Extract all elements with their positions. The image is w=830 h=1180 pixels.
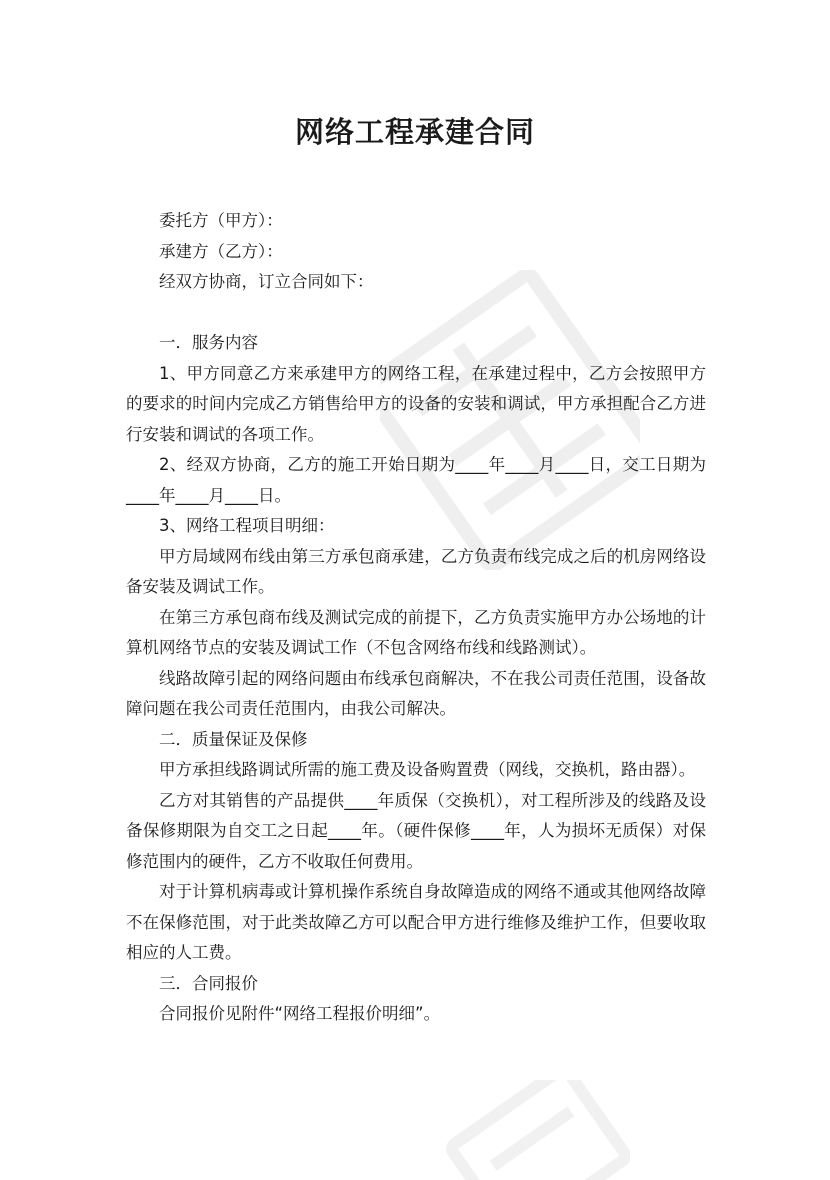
paragraph: 乙方对其销售的产品提供____年质保（交换机），对工程所涉及的线路及设备保修期限为自交工之日起____年。（硬件保修____年，人为损坏无质保）对保修范围内的硬件，乙方不收取任何费用。 (126, 790, 706, 871)
paragraph: 3、网络工程项目明细： (159, 516, 335, 535)
paragraph: 1、甲方同意乙方来承建甲方的网络工程，在承建过程中，乙方会按照甲方的要求的时间内完成乙方销售给甲方的设备的安装和调试，甲方承担配合乙方进行安装和调试的各项工作。 (126, 363, 706, 444)
document-body (126, 206, 706, 1030)
paragraph: 甲方承担线路调试所需的施工费及设备购置费（网线，交换机，路由器）。 (159, 760, 696, 779)
section-heading: 三．合同报价 (159, 973, 258, 993)
paragraph: 2、经双方协商，乙方的施工开始日期为____年____月____日，交工日期为____年____月____日。 (126, 455, 706, 505)
document-title: 网络工程承建合同 (294, 115, 535, 149)
watermark-logo-bottom (430, 1080, 630, 1180)
paragraph: 对于计算机病毒或计算机操作系统自身故障造成的网络不通或其他网络故障不在保修范围，对于此类故障乙方可以配合甲方进行维修及维护工作，但要收取相应的人工费。 (126, 882, 706, 962)
paragraph: 甲方局域网布线由第三方承包商承建，乙方负责布线完成之后的机房网络设备安装及调试工作。 (126, 546, 706, 596)
section-heading: 二．质量保证及保修 (159, 729, 308, 749)
paragraph: 线路故障引起的网络问题由布线承包商解决，不在我公司责任范围，设备故障问题在我公司责任范围内，由我公司解决。 (126, 668, 706, 718)
paragraph: 合同报价见附件“网络工程报价明细”。 (159, 1004, 441, 1023)
party-b-line: 承建方（乙方）： (159, 241, 283, 261)
section-heading: 一．服务内容 (159, 333, 258, 352)
party-a-line: 委托方（甲方）： (159, 211, 283, 230)
agreement-line: 经双方协商，订立合同如下： (159, 272, 374, 291)
paragraph: 在第三方承包商布线及测试完成的前提下，乙方负责实施甲方办公场地的计算机网络节点的安装及调试工作（不包含网络布线和线路测试）。 (126, 607, 706, 657)
